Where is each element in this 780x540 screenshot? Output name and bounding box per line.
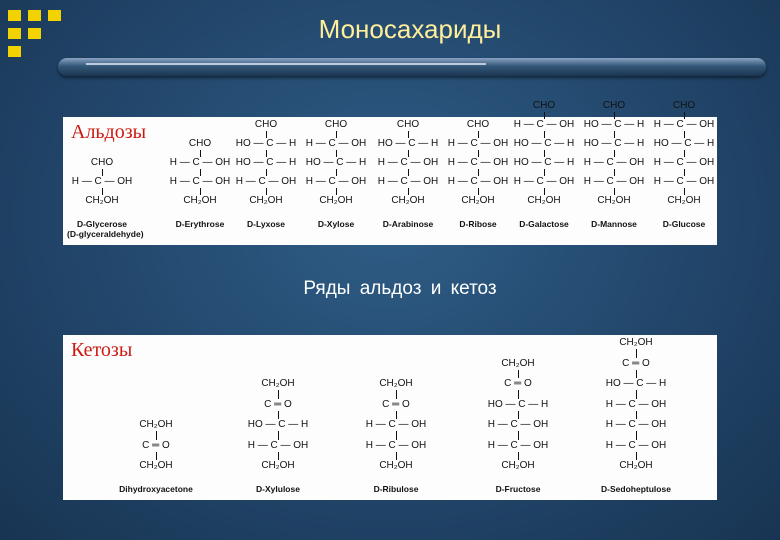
formula-line: C ═ O	[142, 439, 170, 451]
bond-line	[614, 131, 615, 138]
molecule-name: D-Glycerose	[76, 219, 128, 229]
formula-line: CH₂OH	[667, 195, 701, 206]
bond-line	[266, 188, 267, 195]
formula-line: CH₂OH	[501, 460, 535, 471]
bond-line	[200, 150, 201, 157]
formula-line: CH₂OH	[379, 460, 413, 471]
formula-line: H — C — OH	[235, 176, 297, 187]
bond-line	[636, 390, 637, 399]
formula-line: H — C — OH	[605, 439, 667, 451]
formula-line: H — C — OH	[653, 119, 715, 130]
bond-line	[278, 411, 279, 420]
formula-line: CH₂OH	[139, 419, 173, 430]
formula-line: CHO	[532, 100, 556, 111]
bond-line	[396, 390, 397, 399]
bond-line	[478, 131, 479, 138]
bond-line	[518, 390, 519, 399]
formula-line: H — C — OH	[365, 439, 427, 451]
formula-line: CHO	[324, 119, 348, 130]
bond-line	[200, 169, 201, 176]
formula-line: H — C — OH	[513, 119, 575, 130]
bond-line	[156, 452, 157, 461]
formula-line: HO — C — H	[513, 157, 575, 168]
formula-line: HO — C — H	[605, 378, 667, 389]
bond-line	[684, 150, 685, 157]
formula-line: CHO	[396, 119, 420, 130]
formula-line: CH₂OH	[261, 460, 295, 471]
bond-line	[684, 169, 685, 176]
aldoses-label: Альдозы	[71, 121, 147, 143]
formula-line: CH₂OH	[249, 195, 283, 206]
molecule-name: D-Glucose	[662, 219, 706, 229]
ketoses-label: Кетозы	[71, 339, 133, 361]
molecule-d-fructose	[473, 335, 563, 500]
formula-line: CHO	[466, 119, 490, 130]
molecule-name: D-Ribose	[459, 219, 497, 229]
formula-line: H — C — OH	[653, 176, 715, 187]
bond-line	[518, 431, 519, 440]
formula-line: C ═ O	[382, 398, 410, 410]
bond-line	[544, 131, 545, 138]
aldoses-panel	[63, 100, 717, 245]
bond-line	[684, 188, 685, 195]
bond-line	[478, 150, 479, 157]
molecule-name: D-Mannose	[591, 219, 637, 229]
bond-line	[544, 150, 545, 157]
bond-line	[614, 188, 615, 195]
bond-line	[200, 188, 201, 195]
bond-line	[636, 349, 637, 358]
bond-line	[102, 188, 103, 195]
bond-line	[518, 411, 519, 420]
formula-line: CH₂OH	[501, 357, 535, 369]
bond-line	[636, 431, 637, 440]
molecule-d-xylulose	[233, 335, 323, 500]
formula-line: CH₂OH	[139, 460, 173, 471]
ketoses-panel	[63, 335, 717, 500]
page-title: Моносахариды	[318, 14, 502, 44]
formula-line: H — C — OH	[377, 176, 439, 187]
formula-line: CH₂OH	[597, 195, 631, 206]
formula-line: CH₂OH	[461, 195, 495, 206]
formula-line: CH₂OH	[391, 195, 425, 206]
bond-line	[336, 188, 337, 195]
molecule-d-lyxose	[231, 117, 301, 245]
molecule-alt-name: (D-glyceraldehyde)	[67, 229, 144, 239]
formula-line: CHO	[254, 119, 278, 130]
formula-line: CH₂OH	[619, 337, 653, 348]
formula-line: CHO	[602, 100, 626, 111]
formula-line: H — C — OH	[377, 157, 439, 168]
bond-line	[684, 112, 685, 119]
bond-line	[518, 370, 519, 379]
molecule-name: D-Xylose	[317, 219, 355, 229]
molecule-d-erythrose	[165, 117, 235, 245]
molecule-d-xylose	[301, 117, 371, 245]
formula-line: CH₂OH	[619, 460, 653, 471]
bond-line	[336, 169, 337, 176]
formula-line: H — C — OH	[583, 176, 645, 187]
formula-line: HO — C — H	[487, 398, 549, 410]
formula-line: HO — C — H	[235, 138, 297, 149]
molecule-name: D-Xylulose	[256, 484, 300, 494]
bond-line	[544, 112, 545, 119]
molecule-d-glucose	[649, 100, 719, 245]
bond-line	[266, 150, 267, 157]
bond-line	[614, 150, 615, 157]
formula-line: H — C — OH	[447, 138, 509, 149]
molecule-dihydroxyacetone	[111, 335, 201, 500]
formula-line: H — C — OH	[169, 157, 231, 168]
molecule-d-ribulose	[351, 335, 441, 500]
formula-line: HO — C — H	[247, 419, 309, 430]
bond-line	[408, 131, 409, 138]
bond-line	[278, 431, 279, 440]
formula-line: H — C — OH	[365, 419, 427, 430]
bond-line	[544, 169, 545, 176]
formula-line: H — C — OH	[71, 176, 133, 187]
formula-line: CH₂OH	[183, 195, 217, 206]
formula-line: H — C — OH	[447, 176, 509, 187]
bond-line	[614, 112, 615, 119]
formula-line: C ═ O	[622, 357, 650, 369]
formula-line: CHO	[188, 138, 212, 149]
molecule-d-arabinose	[373, 117, 443, 245]
title-divider-bar	[58, 58, 766, 76]
bond-line	[396, 452, 397, 461]
bond-line	[614, 169, 615, 176]
formula-line: HO — C — H	[583, 138, 645, 149]
bond-line	[336, 150, 337, 157]
formula-line: CH₂OH	[379, 378, 413, 389]
series-caption: Ряды альдоз и кетоз	[303, 278, 497, 299]
formula-line: C ═ O	[264, 398, 292, 410]
bond-line	[684, 131, 685, 138]
bond-line	[544, 188, 545, 195]
molecule-d-ribose	[443, 117, 513, 245]
bond-line	[396, 411, 397, 420]
bond-line	[636, 452, 637, 461]
formula-line: H — C — OH	[169, 176, 231, 187]
bond-line	[518, 452, 519, 461]
molecule-d-mannose	[579, 100, 649, 245]
molecule-name: D-Arabinose	[382, 219, 434, 229]
formula-line: H — C — OH	[247, 439, 309, 451]
molecule-name: D-Fructose	[495, 484, 541, 494]
formula-line: HO — C — H	[583, 119, 645, 130]
molecule-name: D-Sedoheptulose	[601, 484, 671, 494]
formula-line: H — C — OH	[305, 138, 367, 149]
formula-line: H — C — OH	[605, 398, 667, 410]
formula-line: H — C — OH	[653, 157, 715, 168]
formula-line: HO — C — H	[305, 157, 367, 168]
formula-line: CHO	[672, 100, 696, 111]
bond-line	[336, 131, 337, 138]
bond-line	[266, 169, 267, 176]
formula-line: H — C — OH	[305, 176, 367, 187]
molecule-name: D-Erythrose	[175, 219, 225, 229]
formula-line: CH₂OH	[85, 195, 119, 206]
molecule-name: D-Lyxose	[247, 219, 285, 229]
bond-line	[408, 188, 409, 195]
formula-line: CHO	[90, 157, 114, 168]
bond-line	[478, 188, 479, 195]
bond-line	[396, 431, 397, 440]
formula-line: CH₂OH	[319, 195, 353, 206]
molecule-d-sedoheptulose	[591, 335, 681, 500]
molecule-d-galactose	[509, 100, 579, 245]
formula-line: HO — C — H	[235, 157, 297, 168]
formula-line: H — C — OH	[605, 419, 667, 430]
bond-line	[636, 370, 637, 379]
formula-line: H — C — OH	[447, 157, 509, 168]
bond-line	[102, 169, 103, 176]
bond-line	[278, 452, 279, 461]
bond-line	[156, 431, 157, 440]
formula-line: HO — C — H	[653, 138, 715, 149]
formula-line: H — C — OH	[583, 157, 645, 168]
formula-line: H — C — OH	[513, 176, 575, 187]
formula-line: CH₂OH	[527, 195, 561, 206]
bond-line	[478, 169, 479, 176]
bond-line	[408, 150, 409, 157]
molecule-d-glycerose	[67, 117, 144, 245]
molecule-name: Dihydroxyacetone	[119, 484, 193, 494]
bond-line	[278, 390, 279, 399]
bond-line	[408, 169, 409, 176]
formula-line: C ═ O	[504, 378, 532, 389]
formula-line: CH₂OH	[261, 378, 295, 389]
bond-line	[266, 131, 267, 138]
molecule-name: D-Galactose	[519, 219, 569, 229]
bond-line	[636, 411, 637, 420]
formula-line: H — C — OH	[487, 439, 549, 451]
formula-line: HO — C — H	[513, 138, 575, 149]
formula-line: HO — C — H	[377, 138, 439, 149]
formula-line: H — C — OH	[487, 419, 549, 430]
molecule-name: D-Ribulose	[373, 484, 419, 494]
